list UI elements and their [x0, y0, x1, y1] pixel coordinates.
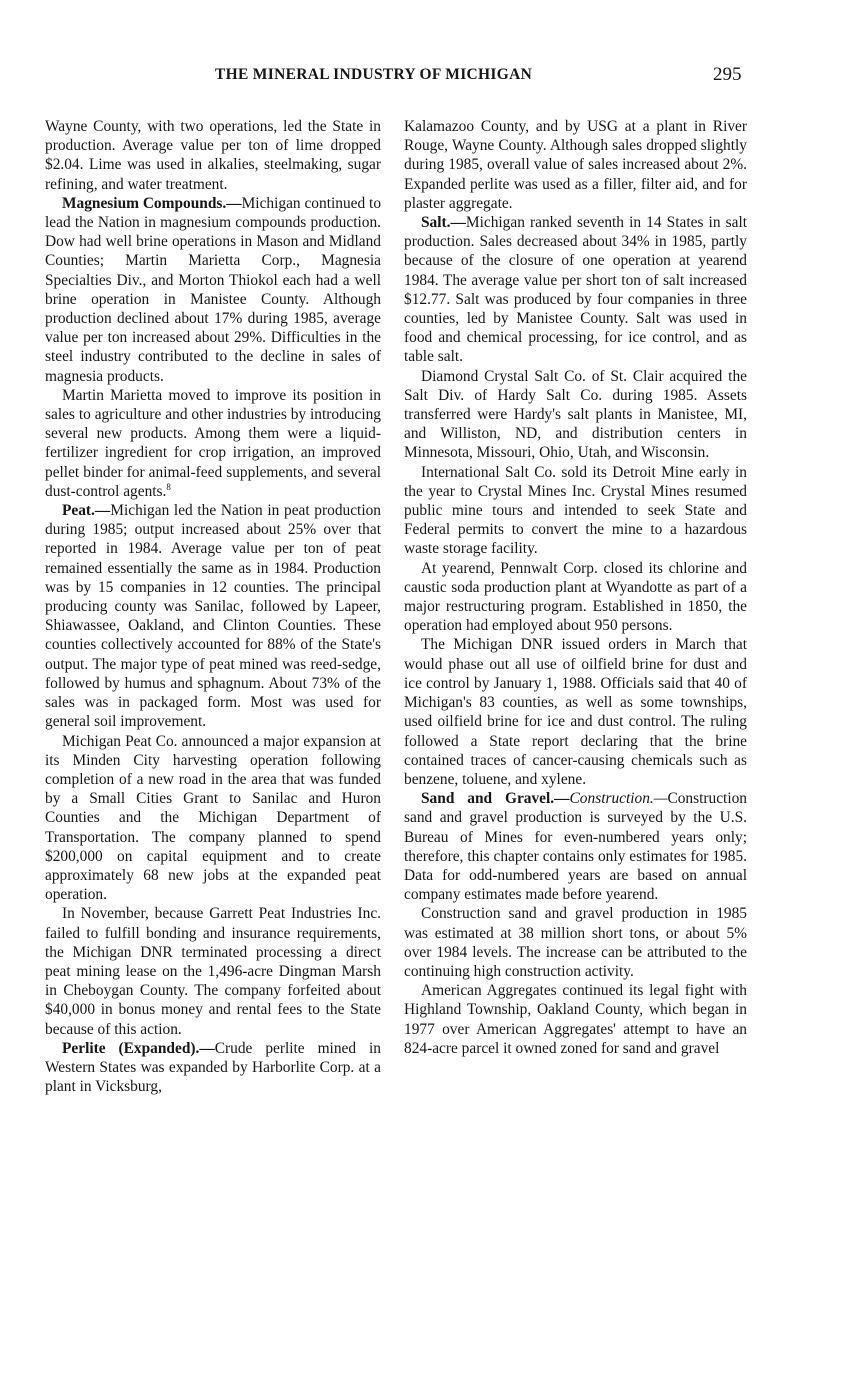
paragraph-peat: Peat.—Michigan led the Nation in peat production during 1985; output increased about 25% over that reported in 1984. Average value per ton of peat remained essentially the same as in 1984. Production was by 15 companies in 12 counties. The principal producing county was Sanilac, followed by Lapeer, Shiawassee, Oakland, and Clinton Counties. These counties collectively accounted for 88% of the State's output. The major type of peat mined was reed-sedge, followed by humus and sphagnum. About 73% of the sales was in packaged form. Most was used for general soil improvement.	[45, 502, 381, 731]
paragraph-perlite-continued: Kalamazoo County, and by USG at a plant in River Rouge, Wayne County. Although sales dropped slightly during 1985, overall value of sales increased about 2%. Expanded perlite was used as a filler, filter aid, and for plaster aggregate.	[404, 118, 747, 212]
section-heading-magnesium: Magnesium Compounds.—	[62, 194, 242, 212]
paragraph-michigan-peat-co: Michigan Peat Co. announced a major expansion at its Minden City harvesting operation following completion of a new road in the area that was funded by a Small Cities Grant to Sanilac and Huron Counties and the Michigan Department of Transportation. The company planned to spend $200,000 on capital equipment and to create approximately 68 new jobs at the expanded peat operation.	[45, 732, 381, 904]
section-heading-salt: Salt.—	[421, 214, 466, 232]
paragraph-lime-continued: Wayne County, with two operations, led the State in production. Average value per ton of lime dropped $2.04. Lime was used in alkalies, steelmaking, sugar refining, and water treatment.	[45, 118, 381, 193]
paragraph-pennwalt: At yearend, Pennwalt Corp. closed its chlorine and caustic soda production plant at Wyandotte as part of a major restructuring program. Established in 1850, the operation had employed about 950 persons.	[404, 559, 747, 635]
left-column	[45, 117, 381, 1096]
paragraph-salt: Salt.—Michigan ranked seventh in 14 States in salt production. Sales decreased about 34% in 1985, partly because of the closure of one operation at yearend 1984. The average value per short ton of salt increased $12.77. Salt was produced by four companies in three counties, led by Manistee County. Salt was used in food and chemical processing, for ice control, and as table salt.	[404, 214, 747, 366]
section-heading-peat: Peat.—	[62, 502, 111, 520]
footnote-ref: 8	[166, 481, 171, 492]
paragraph-dnr-brine: The Michigan DNR issued orders in March that would phase out all use of oilfield brine for dust and ice control by January 1, 1988. Officials said that 40 of Michigan's 83 counties, as well as some townships, used oilfield brine for ice and dust control. The ruling followed a State report declaring that the brine contained traces of cancer-causing chemicals such as benzene, toluene, and xylene.	[404, 636, 747, 788]
paragraph-international-salt: International Salt Co. sold its Detroit Mine early in the year to Crystal Mines Inc. Crystal Mines resumed public mine tours and intended to seek State and Federal permits to convert the mine to a hazardous waste storage facility.	[404, 463, 747, 558]
page-number: 295	[713, 64, 742, 85]
paragraph-construction-estimate: Construction sand and gravel production in 1985 was estimated at 38 million short tons, or about 5% over 1984 levels. The increase can be attributed to the continuing high construction activity.	[404, 905, 747, 980]
right-column	[404, 117, 747, 1058]
paragraph-martin-marietta: Martin Marietta moved to improve its position in sales to agriculture and other industries by introducing several new products. Among them were a liquid-fertilizer ingredient for crop irrigation, an improved pellet binder for animal-feed supplements, and several dust-control agents.$^8$	[45, 386, 381, 500]
paragraph-american-aggregates: American Aggregates continued its legal fight with Highland Township, Oakland County, which began in 1977 over American Aggregates' attempt to have an 824-acre parcel it owned zoned for sand and gravel	[404, 982, 747, 1057]
subheading-construction: Construction.—	[569, 790, 668, 808]
section-heading-sand-gravel: Sand and Gravel.—	[421, 790, 570, 808]
paragraph-perlite: Perlite (Expanded).—Crude perlite mined in Western States was expanded by Harborlite Corp. at a plant in Vicksburg,	[45, 1039, 381, 1096]
paragraph-magnesium-compounds: Magnesium Compounds.—Michigan continued to lead the Nation in magnesium compounds production. Dow had well brine operations in Mason and Midland Counties; Martin Marietta Corp., Magnesia Specialties Div., and Morton Thiokol each had a well brine operation in Manistee County. Although production declined about 17% during 1985, average value per ton increased about 29%. Difficulties in the steel industry contributed to the decline in sales of magnesia products.	[45, 194, 382, 385]
paragraph-diamond-crystal: Diamond Crystal Salt Co. of St. Clair acquired the Salt Div. of Hardy Salt Co. during 1985. Assets transferred were Hardy's salt plants in Manistee, MI, and Williston, ND, and distribution centers in Minnesota, Missouri, Ohio, Utah, and Wisconsin.	[404, 367, 747, 462]
paragraph-sand-gravel: Sand and Gravel.—Construction.—Construction sand and gravel production is surveyed by the U.S. Bureau of Mines for even-numbered years only; therefore, this chapter contains only estimates for 1985. Data for odd-numbered years are based on annual company estimates made before yearend.	[404, 790, 747, 904]
paragraph-garrett-peat: In November, because Garrett Peat Industries Inc. failed to fulfill bonding and insurance requirements, the Michigan DNR terminated processing a direct peat mining lease on the 1,496-acre Dingman Marsh in Cheboygan County. The company forfeited about $40,000 in bonus money and rental fees to the State because of this action.	[45, 905, 381, 1038]
running-title: THE MINERAL INDUSTRY OF MICHIGAN	[215, 66, 533, 83]
section-heading-perlite: Perlite (Expanded).—	[62, 1039, 215, 1057]
